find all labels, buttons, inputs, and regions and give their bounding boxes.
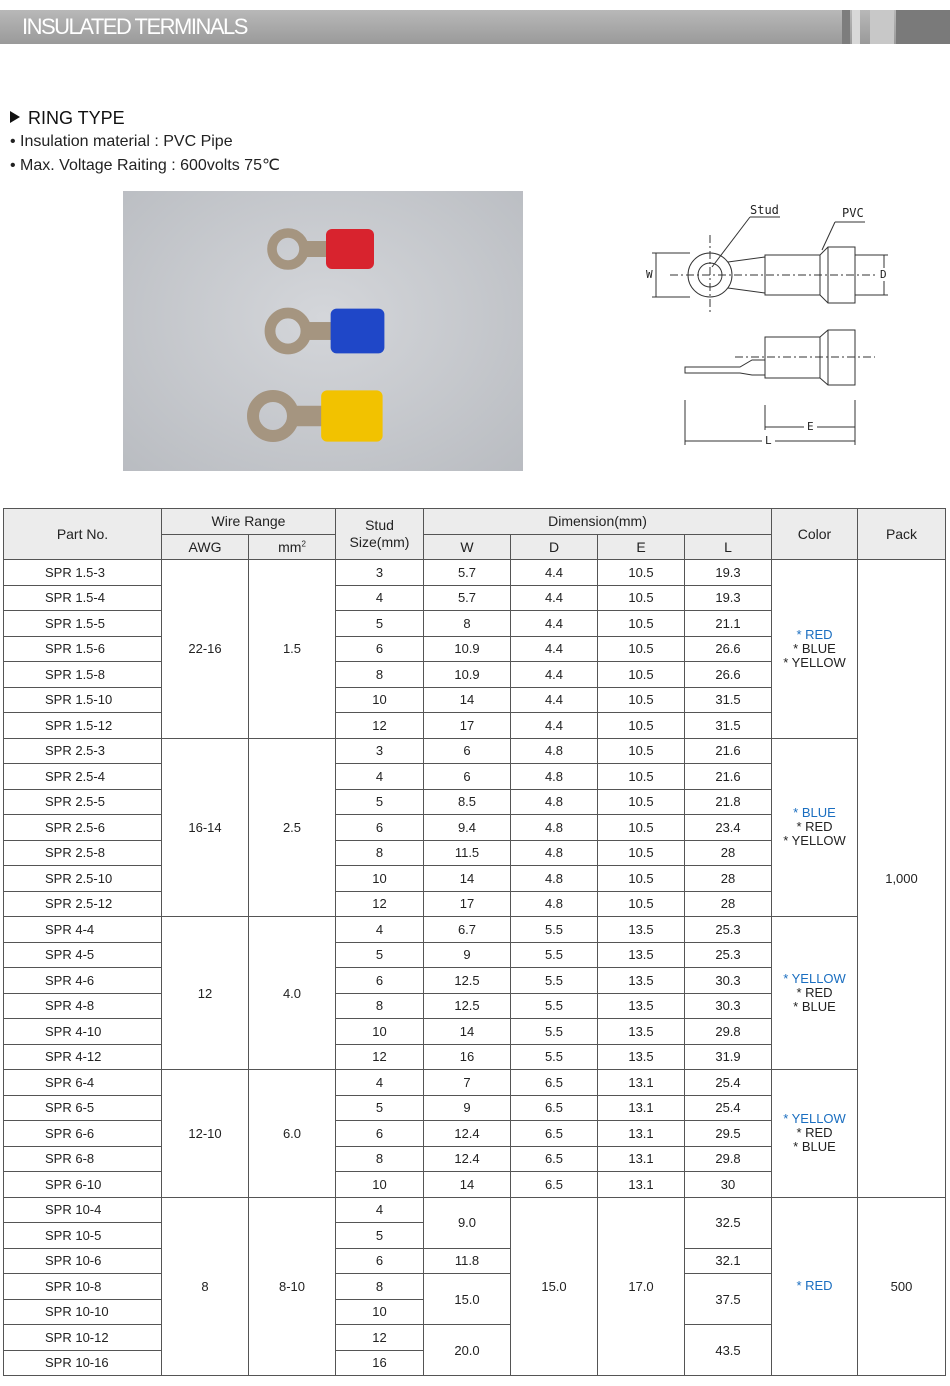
dim-d: 6.5 bbox=[511, 1146, 598, 1172]
ring-terminal-2 bbox=[270, 309, 384, 354]
part-number: SPR 1.5-5 bbox=[4, 611, 162, 637]
dim-e: 10.5 bbox=[598, 636, 685, 662]
spec-table bbox=[3, 508, 946, 1376]
dim-w: 17 bbox=[424, 713, 511, 739]
dim-d: 5.5 bbox=[511, 968, 598, 994]
dim-w: 12.4 bbox=[424, 1146, 511, 1172]
dim-w: 8 bbox=[424, 611, 511, 637]
mm2-range: 4.0 bbox=[249, 917, 336, 1070]
diagram-label-l: L bbox=[762, 434, 775, 447]
dim-d: 5.5 bbox=[511, 917, 598, 943]
header-stripe bbox=[842, 10, 850, 44]
part-number: SPR 10-8 bbox=[4, 1274, 162, 1300]
dim-w: 11.8 bbox=[424, 1248, 511, 1274]
dim-d: 4.4 bbox=[511, 585, 598, 611]
stud-size: 8 bbox=[336, 840, 424, 866]
dim-w: 5.7 bbox=[424, 585, 511, 611]
dim-l: 29.8 bbox=[685, 1146, 772, 1172]
part-number: SPR 10-6 bbox=[4, 1248, 162, 1274]
dim-d: 4.4 bbox=[511, 662, 598, 688]
dim-d: 4.8 bbox=[511, 840, 598, 866]
dim-e: 13.5 bbox=[598, 1044, 685, 1070]
stud-size: 10 bbox=[336, 1019, 424, 1045]
stud-size: 12 bbox=[336, 1044, 424, 1070]
dim-d: 4.4 bbox=[511, 611, 598, 637]
stud-size: 10 bbox=[336, 866, 424, 892]
dim-d: 5.5 bbox=[511, 1044, 598, 1070]
dim-l: 30 bbox=[685, 1172, 772, 1198]
header-color: Color bbox=[772, 509, 858, 560]
stud-size: 10 bbox=[336, 687, 424, 713]
dim-l: 21.6 bbox=[685, 738, 772, 764]
table-row bbox=[4, 738, 946, 764]
diagram-label-e: E bbox=[804, 420, 817, 433]
pack-quantity: 500 bbox=[858, 1197, 946, 1376]
dim-d: 6.5 bbox=[511, 1172, 598, 1198]
dim-d: 5.5 bbox=[511, 993, 598, 1019]
dim-d: 4.8 bbox=[511, 815, 598, 841]
dim-e: 13.1 bbox=[598, 1146, 685, 1172]
dim-l: 26.6 bbox=[685, 636, 772, 662]
dim-l: 29.5 bbox=[685, 1121, 772, 1147]
awg-range: 8 bbox=[162, 1197, 249, 1376]
page-title: INSULATED TERMINALS bbox=[22, 14, 247, 39]
dim-e: 13.5 bbox=[598, 993, 685, 1019]
dim-l: 30.3 bbox=[685, 993, 772, 1019]
stud-size: 10 bbox=[336, 1172, 424, 1198]
dim-l: 28 bbox=[685, 866, 772, 892]
dim-l: 19.3 bbox=[685, 585, 772, 611]
table-row bbox=[4, 1197, 946, 1223]
dim-w: 16 bbox=[424, 1044, 511, 1070]
ring-terminal-1 bbox=[272, 229, 374, 269]
stud-size: 12 bbox=[336, 1325, 424, 1351]
diagram-label-d: D bbox=[880, 268, 887, 281]
dim-w: 11.5 bbox=[424, 840, 511, 866]
dim-l: 23.4 bbox=[685, 815, 772, 841]
dim-e: 10.5 bbox=[598, 611, 685, 637]
section-title bbox=[10, 108, 125, 129]
ring-terminal-3 bbox=[253, 390, 383, 441]
dim-w: 8.5 bbox=[424, 789, 511, 815]
ring-terminals-image bbox=[123, 191, 523, 471]
stud-size: 6 bbox=[336, 815, 424, 841]
dim-w: 20.0 bbox=[424, 1325, 511, 1376]
stud-size: 5 bbox=[336, 942, 424, 968]
part-number: SPR 4-6 bbox=[4, 968, 162, 994]
stud-size: 4 bbox=[336, 764, 424, 790]
stud-size: 12 bbox=[336, 713, 424, 739]
dim-l: 31.5 bbox=[685, 687, 772, 713]
dim-d: 4.8 bbox=[511, 789, 598, 815]
stud-size: 8 bbox=[336, 662, 424, 688]
part-number: SPR 10-16 bbox=[4, 1350, 162, 1376]
color-options: * YELLOW * RED * BLUE bbox=[772, 917, 858, 1070]
mm2-range: 6.0 bbox=[249, 1070, 336, 1198]
stud-size: 6 bbox=[336, 1121, 424, 1147]
dim-w: 10.9 bbox=[424, 636, 511, 662]
stud-size: 8 bbox=[336, 1274, 424, 1300]
header-stripe bbox=[870, 10, 894, 44]
dim-l: 25.4 bbox=[685, 1095, 772, 1121]
mm2-range: 2.5 bbox=[249, 738, 336, 917]
dim-l: 29.8 bbox=[685, 1019, 772, 1045]
header-bar bbox=[0, 10, 950, 44]
dim-e: 10.5 bbox=[598, 713, 685, 739]
awg-range: 12 bbox=[162, 917, 249, 1070]
header-mm2: $mm^2$ bbox=[249, 534, 336, 560]
dim-w: 14 bbox=[424, 1172, 511, 1198]
table-row bbox=[4, 1070, 946, 1096]
table-row bbox=[4, 560, 946, 586]
dim-e: 10.5 bbox=[598, 585, 685, 611]
stud-size: 4 bbox=[336, 585, 424, 611]
header-d: D bbox=[511, 534, 598, 560]
diagram-label-pvc: PVC bbox=[842, 206, 864, 220]
stud-size: 5 bbox=[336, 1223, 424, 1249]
dim-e: 13.1 bbox=[598, 1121, 685, 1147]
header-pack: Pack bbox=[858, 509, 946, 560]
dim-w: 10.9 bbox=[424, 662, 511, 688]
dim-w: 5.7 bbox=[424, 560, 511, 586]
dim-l: 21.1 bbox=[685, 611, 772, 637]
dim-e: 13.5 bbox=[598, 1019, 685, 1045]
dim-w: 9 bbox=[424, 942, 511, 968]
dim-w: 9.0 bbox=[424, 1197, 511, 1248]
color-options: * YELLOW * RED * BLUE bbox=[772, 1070, 858, 1198]
dim-l: 28 bbox=[685, 891, 772, 917]
color-options: * RED bbox=[772, 1197, 858, 1376]
dim-l: 21.6 bbox=[685, 764, 772, 790]
stud-size: 5 bbox=[336, 1095, 424, 1121]
dim-e: 10.5 bbox=[598, 560, 685, 586]
dim-e: 13.5 bbox=[598, 942, 685, 968]
dim-w: 12.5 bbox=[424, 993, 511, 1019]
dim-l: 25.4 bbox=[685, 1070, 772, 1096]
dim-w: 14 bbox=[424, 866, 511, 892]
dim-e: 17.0 bbox=[598, 1197, 685, 1376]
dim-d: 4.4 bbox=[511, 636, 598, 662]
dim-e: 10.5 bbox=[598, 891, 685, 917]
header-stud-size: Stud Size(mm) bbox=[336, 509, 424, 560]
dimension-diagram bbox=[640, 195, 900, 455]
dim-w: 6 bbox=[424, 764, 511, 790]
dim-e: 10.5 bbox=[598, 815, 685, 841]
spec-bullet: • Max. Voltage Raiting : 600volts 75℃ bbox=[10, 157, 280, 174]
dim-l: 37.5 bbox=[685, 1274, 772, 1325]
header-w: W bbox=[424, 534, 511, 560]
dim-d: 4.8 bbox=[511, 738, 598, 764]
part-number: SPR 4-12 bbox=[4, 1044, 162, 1070]
dim-l: 26.6 bbox=[685, 662, 772, 688]
section-title-text: RING TYPE bbox=[28, 108, 125, 128]
part-number: SPR 1.5-8 bbox=[4, 662, 162, 688]
dim-e: 10.5 bbox=[598, 789, 685, 815]
part-number: SPR 4-5 bbox=[4, 942, 162, 968]
dim-w: 15.0 bbox=[424, 1274, 511, 1325]
dim-w: 12.4 bbox=[424, 1121, 511, 1147]
stud-size: 16 bbox=[336, 1350, 424, 1376]
dim-w: 6 bbox=[424, 738, 511, 764]
dim-d: 4.8 bbox=[511, 866, 598, 892]
header-awg: AWG bbox=[162, 534, 249, 560]
stud-size: 6 bbox=[336, 636, 424, 662]
awg-range: 12-10 bbox=[162, 1070, 249, 1198]
dim-d: 4.4 bbox=[511, 687, 598, 713]
dim-w: 9 bbox=[424, 1095, 511, 1121]
dim-w: 17 bbox=[424, 891, 511, 917]
dim-d: 4.8 bbox=[511, 764, 598, 790]
header-stripe bbox=[896, 10, 950, 44]
part-number: SPR 10-12 bbox=[4, 1325, 162, 1351]
mm2-range: 8-10 bbox=[249, 1197, 336, 1376]
part-number: SPR 2.5-5 bbox=[4, 789, 162, 815]
dim-l: 43.5 bbox=[685, 1325, 772, 1376]
part-number: SPR 1.5-3 bbox=[4, 560, 162, 586]
dim-e: 10.5 bbox=[598, 662, 685, 688]
dim-d: 4.4 bbox=[511, 713, 598, 739]
dim-l: 25.3 bbox=[685, 917, 772, 943]
dim-w: 6.7 bbox=[424, 917, 511, 943]
part-number: SPR 6-8 bbox=[4, 1146, 162, 1172]
stud-size: 4 bbox=[336, 1197, 424, 1223]
color-options: * BLUE * RED * YELLOW bbox=[772, 738, 858, 917]
dim-l: 19.3 bbox=[685, 560, 772, 586]
triangle-bullet-icon bbox=[10, 111, 20, 123]
dim-e: 10.5 bbox=[598, 764, 685, 790]
dim-l: 21.8 bbox=[685, 789, 772, 815]
part-number: SPR 4-10 bbox=[4, 1019, 162, 1045]
part-number: SPR 1.5-12 bbox=[4, 713, 162, 739]
dim-l: 25.3 bbox=[685, 942, 772, 968]
diagram-label-w: W bbox=[646, 268, 653, 281]
part-number: SPR 10-5 bbox=[4, 1223, 162, 1249]
stud-size: 4 bbox=[336, 1070, 424, 1096]
spec-bullet: • Insulation material : PVC Pipe bbox=[10, 133, 233, 150]
stud-size: 5 bbox=[336, 611, 424, 637]
dim-w: 9.4 bbox=[424, 815, 511, 841]
part-number: SPR 2.5-10 bbox=[4, 866, 162, 892]
part-number: SPR 10-4 bbox=[4, 1197, 162, 1223]
dim-w: 7 bbox=[424, 1070, 511, 1096]
dim-e: 10.5 bbox=[598, 866, 685, 892]
product-photo bbox=[123, 191, 523, 471]
part-number: SPR 2.5-6 bbox=[4, 815, 162, 841]
dim-e: 10.5 bbox=[598, 687, 685, 713]
part-number: SPR 10-10 bbox=[4, 1299, 162, 1325]
mm2-range: 1.5 bbox=[249, 560, 336, 739]
dim-d: 6.5 bbox=[511, 1070, 598, 1096]
dim-e: 13.5 bbox=[598, 917, 685, 943]
dim-l: 28 bbox=[685, 840, 772, 866]
stud-size: 3 bbox=[336, 560, 424, 586]
stud-size: 4 bbox=[336, 917, 424, 943]
part-number: SPR 6-4 bbox=[4, 1070, 162, 1096]
part-number: SPR 2.5-8 bbox=[4, 840, 162, 866]
part-number: SPR 4-8 bbox=[4, 993, 162, 1019]
dim-e: 10.5 bbox=[598, 738, 685, 764]
color-options: * RED * BLUE * YELLOW bbox=[772, 560, 858, 739]
header-stripe bbox=[852, 10, 860, 44]
dim-d: 6.5 bbox=[511, 1095, 598, 1121]
table-row bbox=[4, 917, 946, 943]
stud-size: 6 bbox=[336, 1248, 424, 1274]
awg-range: 22-16 bbox=[162, 560, 249, 739]
dim-w: 14 bbox=[424, 687, 511, 713]
dim-l: 32.1 bbox=[685, 1248, 772, 1274]
dim-l: 31.5 bbox=[685, 713, 772, 739]
dim-d: 6.5 bbox=[511, 1121, 598, 1147]
header-dimension: Dimension(mm) bbox=[424, 509, 772, 535]
header-e: E bbox=[598, 534, 685, 560]
stud-size: 8 bbox=[336, 993, 424, 1019]
header-part-no: Part No. bbox=[4, 509, 162, 560]
dim-w: 14 bbox=[424, 1019, 511, 1045]
dim-e: 13.1 bbox=[598, 1172, 685, 1198]
dim-e: 10.5 bbox=[598, 840, 685, 866]
header-wire-range: Wire Range bbox=[162, 509, 336, 535]
stud-size: 6 bbox=[336, 968, 424, 994]
stud-size: 5 bbox=[336, 789, 424, 815]
diagram-label-stud: Stud bbox=[750, 203, 779, 217]
part-number: SPR 2.5-12 bbox=[4, 891, 162, 917]
dim-e: 13.1 bbox=[598, 1070, 685, 1096]
part-number: SPR 6-6 bbox=[4, 1121, 162, 1147]
dim-d: 5.5 bbox=[511, 942, 598, 968]
dim-l: 30.3 bbox=[685, 968, 772, 994]
dim-e: 13.5 bbox=[598, 968, 685, 994]
dim-w: 12.5 bbox=[424, 968, 511, 994]
part-number: SPR 6-5 bbox=[4, 1095, 162, 1121]
dim-d: 4.4 bbox=[511, 560, 598, 586]
part-number: SPR 1.5-6 bbox=[4, 636, 162, 662]
pack-quantity: 1,000 bbox=[858, 560, 946, 1198]
stud-size: 12 bbox=[336, 891, 424, 917]
dim-d: 5.5 bbox=[511, 1019, 598, 1045]
stud-size: 8 bbox=[336, 1146, 424, 1172]
part-number: SPR 4-4 bbox=[4, 917, 162, 943]
part-number: SPR 1.5-10 bbox=[4, 687, 162, 713]
part-number: SPR 2.5-4 bbox=[4, 764, 162, 790]
dim-l: 31.9 bbox=[685, 1044, 772, 1070]
part-number: SPR 2.5-3 bbox=[4, 738, 162, 764]
dim-l: 32.5 bbox=[685, 1197, 772, 1248]
stud-size: 3 bbox=[336, 738, 424, 764]
stud-size: 10 bbox=[336, 1299, 424, 1325]
awg-range: 16-14 bbox=[162, 738, 249, 917]
dim-e: 13.1 bbox=[598, 1095, 685, 1121]
dim-d: 4.8 bbox=[511, 891, 598, 917]
part-number: SPR 1.5-4 bbox=[4, 585, 162, 611]
header-l: L bbox=[685, 534, 772, 560]
part-number: SPR 6-10 bbox=[4, 1172, 162, 1198]
dim-d: 15.0 bbox=[511, 1197, 598, 1376]
